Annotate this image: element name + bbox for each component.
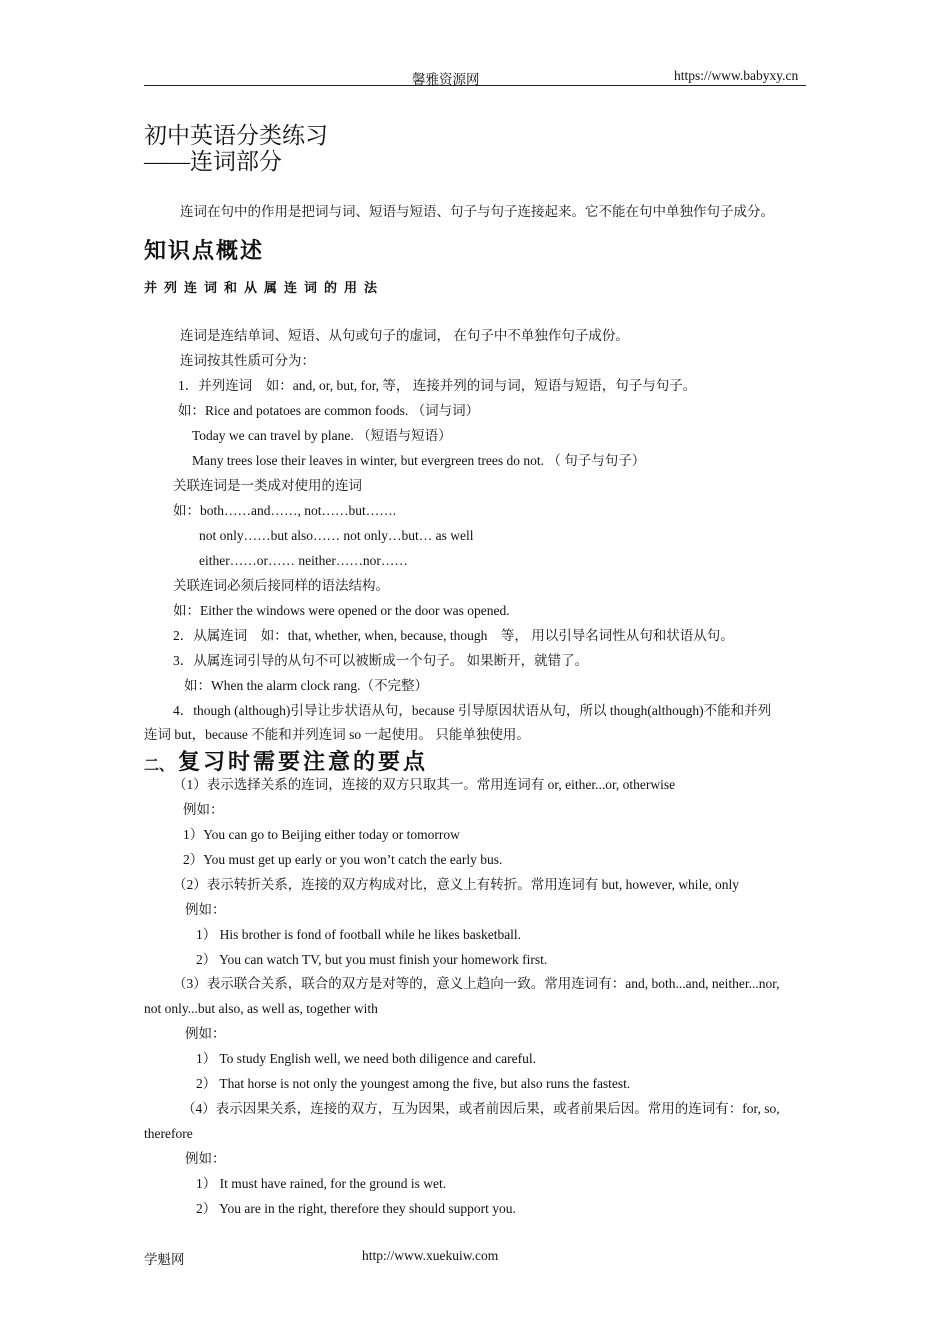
body-line: not only...but also, as well as, together with [144,1001,378,1016]
example-line: 2） You are in the right, therefore they should support you. [196,1201,516,1216]
body-line: 2．从属连词 如：that, whether, when, because, though 等， 用以引导名词性从句和状语从句。 [173,628,734,643]
body-line: 连词是连结单词、短语、从句或句子的虚词， 在句子中不单独作句子成份。 [180,328,629,343]
body-line: 4．though (although)引导让步状语从句，because 引导原因状语从句，所以 though(although)不能和并列 [173,703,772,718]
example-line: 1） His brother is fond of football while he likes basketball. [196,927,522,942]
body-line: （1）表示选择关系的连词，连接的双方只取其一。常用连词有 or, either...or, otherwise [173,777,676,792]
example-line: not only……but also…… not only…but… as well [199,528,474,543]
example-line: 如：both……and……, not……but……. [173,503,397,518]
example-line: 如：Either the windows were opened or the door was opened. [173,603,510,618]
footer-site-name: 学魁网 [144,1252,185,1267]
section-heading-overview: 知识点概述 [144,238,265,263]
section-number: 二、 [144,758,175,774]
example-label: 例如： [185,1026,226,1041]
example-line: 2）You must get up early or you won’t catch the early bus. [183,852,503,867]
body-line: therefore [144,1126,193,1141]
document-subtitle: ——连词部分 [144,149,282,174]
example-line: Today we can travel by plane. （短语与短语） [192,428,452,443]
section-heading-review-points: 复习时需要注意的要点 [178,749,429,774]
example-label: 例如： [185,902,226,917]
example-line: Many trees lose their leaves in winter, but evergreen trees do not. （ 句子与句子） [192,453,646,468]
example-line: either……or…… neither……nor…… [199,553,408,568]
example-line: 2） You can watch TV, but you must finish your homework first. [196,952,548,967]
body-line: （2）表示转折关系，连接的双方构成对比，意义上有转折。常用连词有 but, however, while, only [173,877,740,892]
body-line: （4）表示因果关系，连接的双方，互为因果，或者前因后果，或者前果后因。常用的连词有：for, so, [182,1101,780,1116]
header-divider [144,85,806,86]
example-line: 如：Rice and potatoes are common foods. （词与词） [178,403,480,418]
example-line: 1） It must have rained, for the ground is wet. [196,1176,447,1191]
example-line: 如：When the alarm clock rang.（不完整） [184,678,429,693]
intro-paragraph: 连词在句中的作用是把词与词、短语与短语、句子与句子连接起来。它不能在句中单独作句子成分。 [180,204,774,219]
body-line: 1．并列连词 如：and, or, but, for, 等， 连接并列的词与词，短语与短语，句子与句子。 [178,378,697,393]
body-line: 连词 but，because 不能和并列连词 so 一起使用。 只能单独使用。 [144,727,530,742]
header-site-name: 馨雅资源网 [412,72,480,87]
section-subheading-usage: 并列连词和从属连词的用法 [144,280,385,295]
header-site-url[interactable]: https://www.babyxy.cn [674,68,799,83]
body-line: （3）表示联合关系，联合的双方是对等的，意义上趋向一致。常用连词有：and, both...and, neither...nor, [173,976,780,991]
example-line: 2） That horse is not only the youngest among the five, but also runs the fastest. [196,1076,631,1091]
body-line: 3．从属连词引导的从句不可以被断成一个句子。 如果断开，就错了。 [173,653,589,668]
body-line: 关联连词是一类成对使用的连词 [173,478,362,493]
document-title: 初中英语分类练习 [144,123,328,148]
body-line: 关联连词必须后接同样的语法结构。 [173,578,389,593]
footer-site-url[interactable]: http://www.xuekuiw.com [362,1248,499,1263]
example-line: 1）You can go to Beijing either today or tomorrow [183,827,460,842]
body-line: 连词按其性质可分为： [180,353,315,368]
example-label: 例如： [185,1151,226,1166]
example-label: 例如： [183,802,224,817]
example-line: 1） To study English well, we need both diligence and careful. [196,1051,536,1066]
